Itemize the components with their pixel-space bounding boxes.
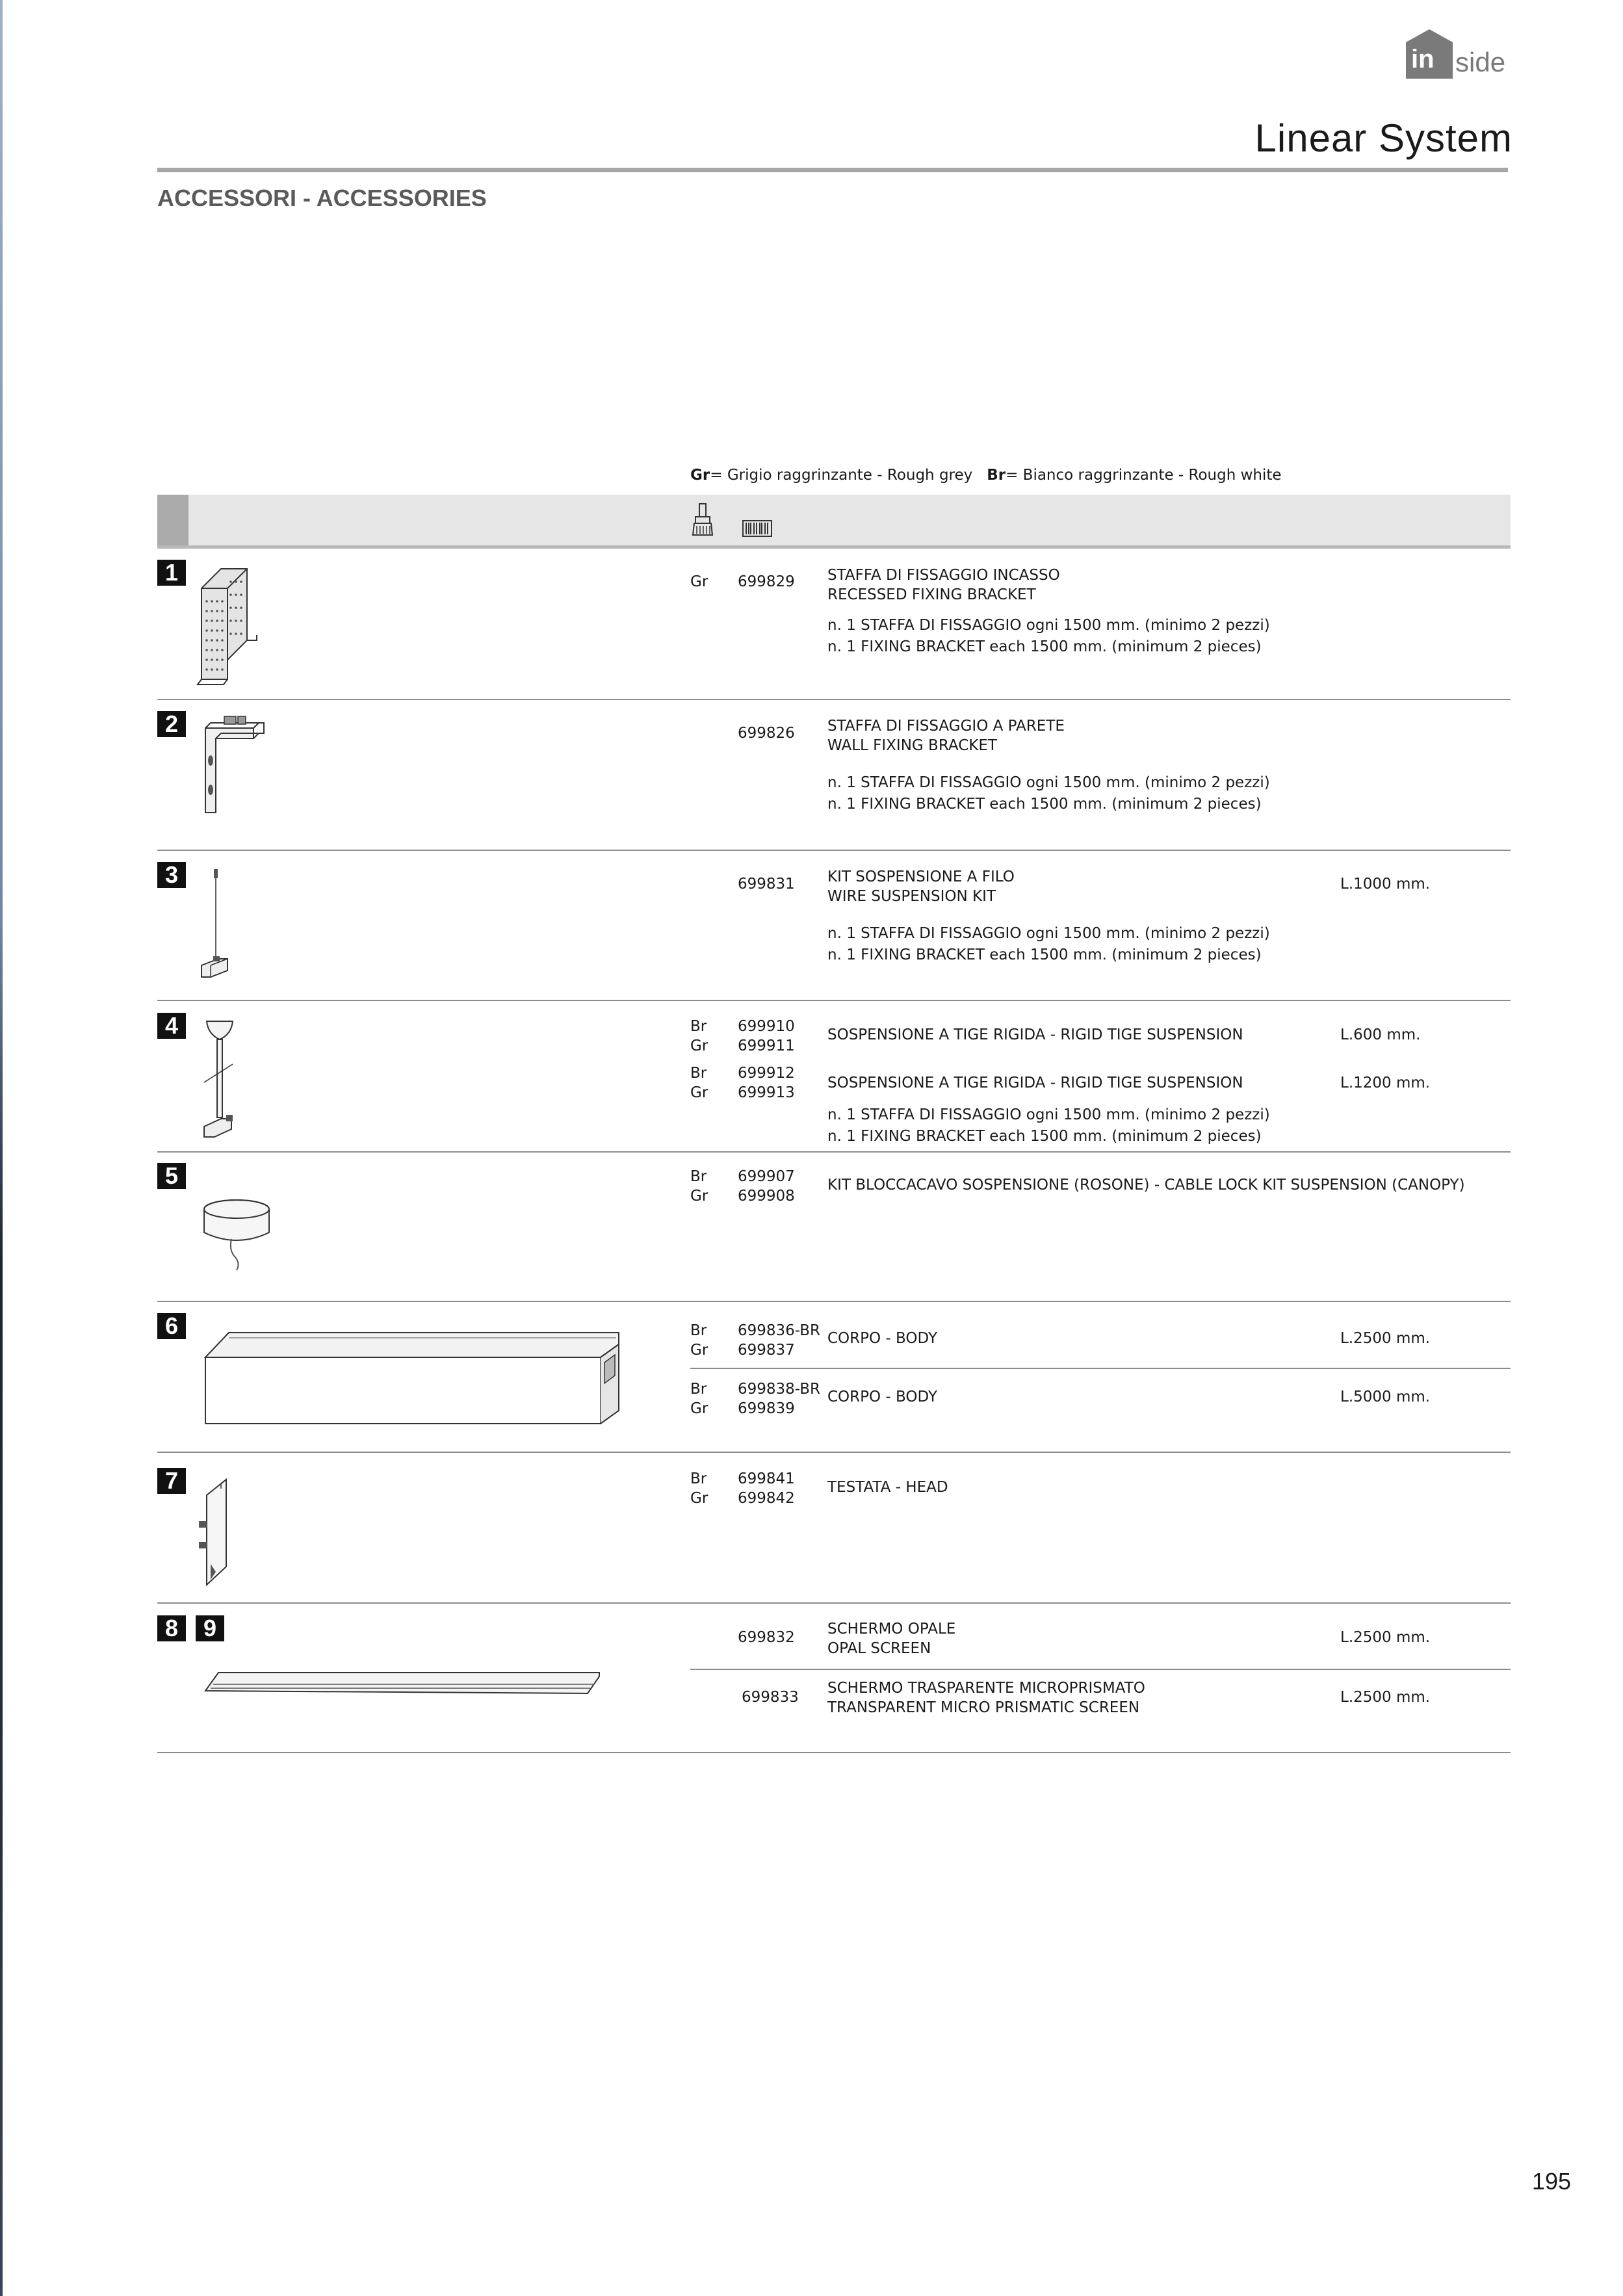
item-code: 699838-BR 699839 — [738, 1381, 821, 1417]
row-divider — [157, 1452, 1511, 1453]
screen-diffuser-illustration — [203, 1667, 606, 1700]
item-number-badge: 9 — [196, 1615, 224, 1641]
item-code: 699907 699908 — [738, 1168, 795, 1205]
inside-logo — [1406, 41, 1510, 80]
item-description: SOSPENSIONE A TIGE RIGIDA - RIGID TIGE SUSPENSION — [827, 1075, 1243, 1091]
recessed-bracket-illustration — [195, 562, 273, 687]
item-number-badge: 7 — [157, 1468, 186, 1494]
item-note-it: n. 1 STAFFA DI FISSAGGIO ogni 1500 mm. (minimo 2 pezzi) — [827, 774, 1270, 791]
wall-bracket-illustration — [201, 715, 273, 819]
item-code: 699910 699911 — [738, 1018, 795, 1054]
item-length: L.2500 mm. — [1340, 1330, 1431, 1347]
item-code: 699832 — [738, 1629, 795, 1646]
item-finish: Br Gr — [690, 1168, 708, 1205]
sub-row-divider — [690, 1669, 1511, 1670]
item-finish: Br Gr — [690, 1322, 708, 1359]
item-description: TESTATA - HEAD — [827, 1479, 948, 1496]
item-note-it: n. 1 STAFFA DI FISSAGGIO ogni 1500 mm. (minimo 2 pezzi) — [827, 617, 1270, 634]
item-number-badge: 4 — [157, 1013, 186, 1039]
item-number-badge: 1 — [157, 560, 186, 586]
item-number-badge: 2 — [157, 711, 186, 737]
item-finish: Br Gr — [690, 1381, 708, 1417]
title-rule — [157, 168, 1508, 172]
item-description: STAFFA DI FISSAGGIO A PARETE WALL FIXING BRACKET — [827, 718, 1065, 754]
legend-gr-text: = Grigio raggrinzante - Rough grey — [710, 467, 973, 484]
item-description: SCHERMO TRASPARENTE MICROPRISMATO TRANSPARENT MICRO PRISMATIC SCREEN — [827, 1680, 1145, 1716]
table-header-tab — [157, 495, 188, 545]
canopy-illustration — [203, 1196, 274, 1274]
logo-text-side: side — [1455, 47, 1506, 77]
item-code: 699912 699913 — [738, 1065, 795, 1101]
item-note-en: n. 1 FIXING BRACKET each 1500 mm. (minimum 2 pieces) — [827, 796, 1262, 813]
item-note-it: n. 1 STAFFA DI FISSAGGIO ogni 1500 mm. (minimo 2 pezzi) — [827, 1106, 1270, 1123]
item-code: 699836-BR 699837 — [738, 1322, 821, 1359]
item-number-badge: 3 — [157, 862, 186, 888]
legend-gr-code: Gr — [690, 467, 710, 484]
item-number-badge: 5 — [157, 1163, 186, 1189]
item-number-badge: 8 — [157, 1615, 186, 1641]
row-divider — [157, 1151, 1511, 1153]
item-finish: Br Gr — [690, 1018, 708, 1054]
rigid-tige-suspension-illustration — [195, 1017, 247, 1141]
section-heading: ACCESSORI - ACCESSORIES — [157, 185, 487, 211]
item-finish: Br Gr — [690, 1470, 708, 1507]
item-code: 699831 — [738, 876, 795, 893]
item-note-en: n. 1 FIXING BRACKET each 1500 mm. (minimum 2 pieces) — [827, 1128, 1262, 1145]
legend-br-code: Br — [987, 467, 1006, 484]
item-description: CORPO - BODY — [827, 1330, 938, 1347]
barcode-icon — [742, 520, 772, 537]
item-description: CORPO - BODY — [827, 1389, 938, 1405]
item-length: L.2500 mm. — [1340, 1689, 1431, 1706]
finish-legend — [690, 467, 1282, 484]
item-code: 699841 699842 — [738, 1470, 795, 1507]
item-description: STAFFA DI FISSAGGIO INCASSO RECESSED FIXING BRACKET — [827, 567, 1060, 603]
item-length: L.1200 mm. — [1340, 1075, 1431, 1091]
item-length: L.5000 mm. — [1340, 1389, 1431, 1405]
row-divider — [157, 1000, 1511, 1001]
item-finish: Br Gr — [690, 1065, 708, 1101]
item-note-en: n. 1 FIXING BRACKET each 1500 mm. (minimum 2 pieces) — [827, 638, 1262, 655]
row-divider — [157, 1752, 1511, 1753]
item-code: 699829 — [738, 573, 795, 590]
item-finish: Gr — [690, 573, 708, 590]
item-description: KIT SOSPENSIONE A FILO WIRE SUSPENSION KIT — [827, 868, 1015, 905]
item-number-badge: 6 — [157, 1313, 186, 1339]
head-endcap-illustration — [195, 1476, 234, 1593]
item-code: 699826 — [738, 725, 795, 742]
page-title: Linear System — [1254, 116, 1513, 160]
row-divider — [157, 699, 1511, 700]
item-description: SOSPENSIONE A TIGE RIGIDA - RIGID TIGE SUSPENSION — [827, 1026, 1243, 1043]
page-edge-strip — [0, 0, 3, 2296]
item-note-it: n. 1 STAFFA DI FISSAGGIO ogni 1500 mm. (minimo 2 pezzi) — [827, 925, 1270, 942]
row-divider — [157, 1301, 1511, 1302]
wire-suspension-illustration — [195, 868, 234, 985]
legend-br-text: = Bianco raggrinzante - Rough white — [1006, 467, 1282, 484]
item-length: L.2500 mm. — [1340, 1629, 1431, 1646]
item-length: L.1000 mm. — [1340, 876, 1431, 893]
item-length: L.600 mm. — [1340, 1026, 1421, 1043]
item-description: SCHERMO OPALE OPAL SCREEN — [827, 1621, 956, 1657]
item-note-en: n. 1 FIXING BRACKET each 1500 mm. (minimum 2 pieces) — [827, 946, 1262, 963]
item-code: 699833 — [742, 1689, 799, 1706]
table-header-bar — [157, 495, 1511, 545]
sub-row-divider — [690, 1368, 1511, 1369]
table-header-rule — [157, 545, 1511, 549]
row-divider — [157, 1602, 1511, 1604]
logo-text-in: in — [1411, 45, 1435, 73]
body-profile-illustration — [203, 1326, 625, 1430]
paint-brush-icon — [692, 502, 714, 538]
item-description: KIT BLOCCACAVO SOSPENSIONE (ROSONE) - CABLE LOCK KIT SUSPENSION (CANOPY) — [827, 1177, 1465, 1194]
logo-roof-icon — [1406, 29, 1453, 42]
page-number: 195 — [1531, 2168, 1571, 2195]
row-divider — [157, 850, 1511, 851]
